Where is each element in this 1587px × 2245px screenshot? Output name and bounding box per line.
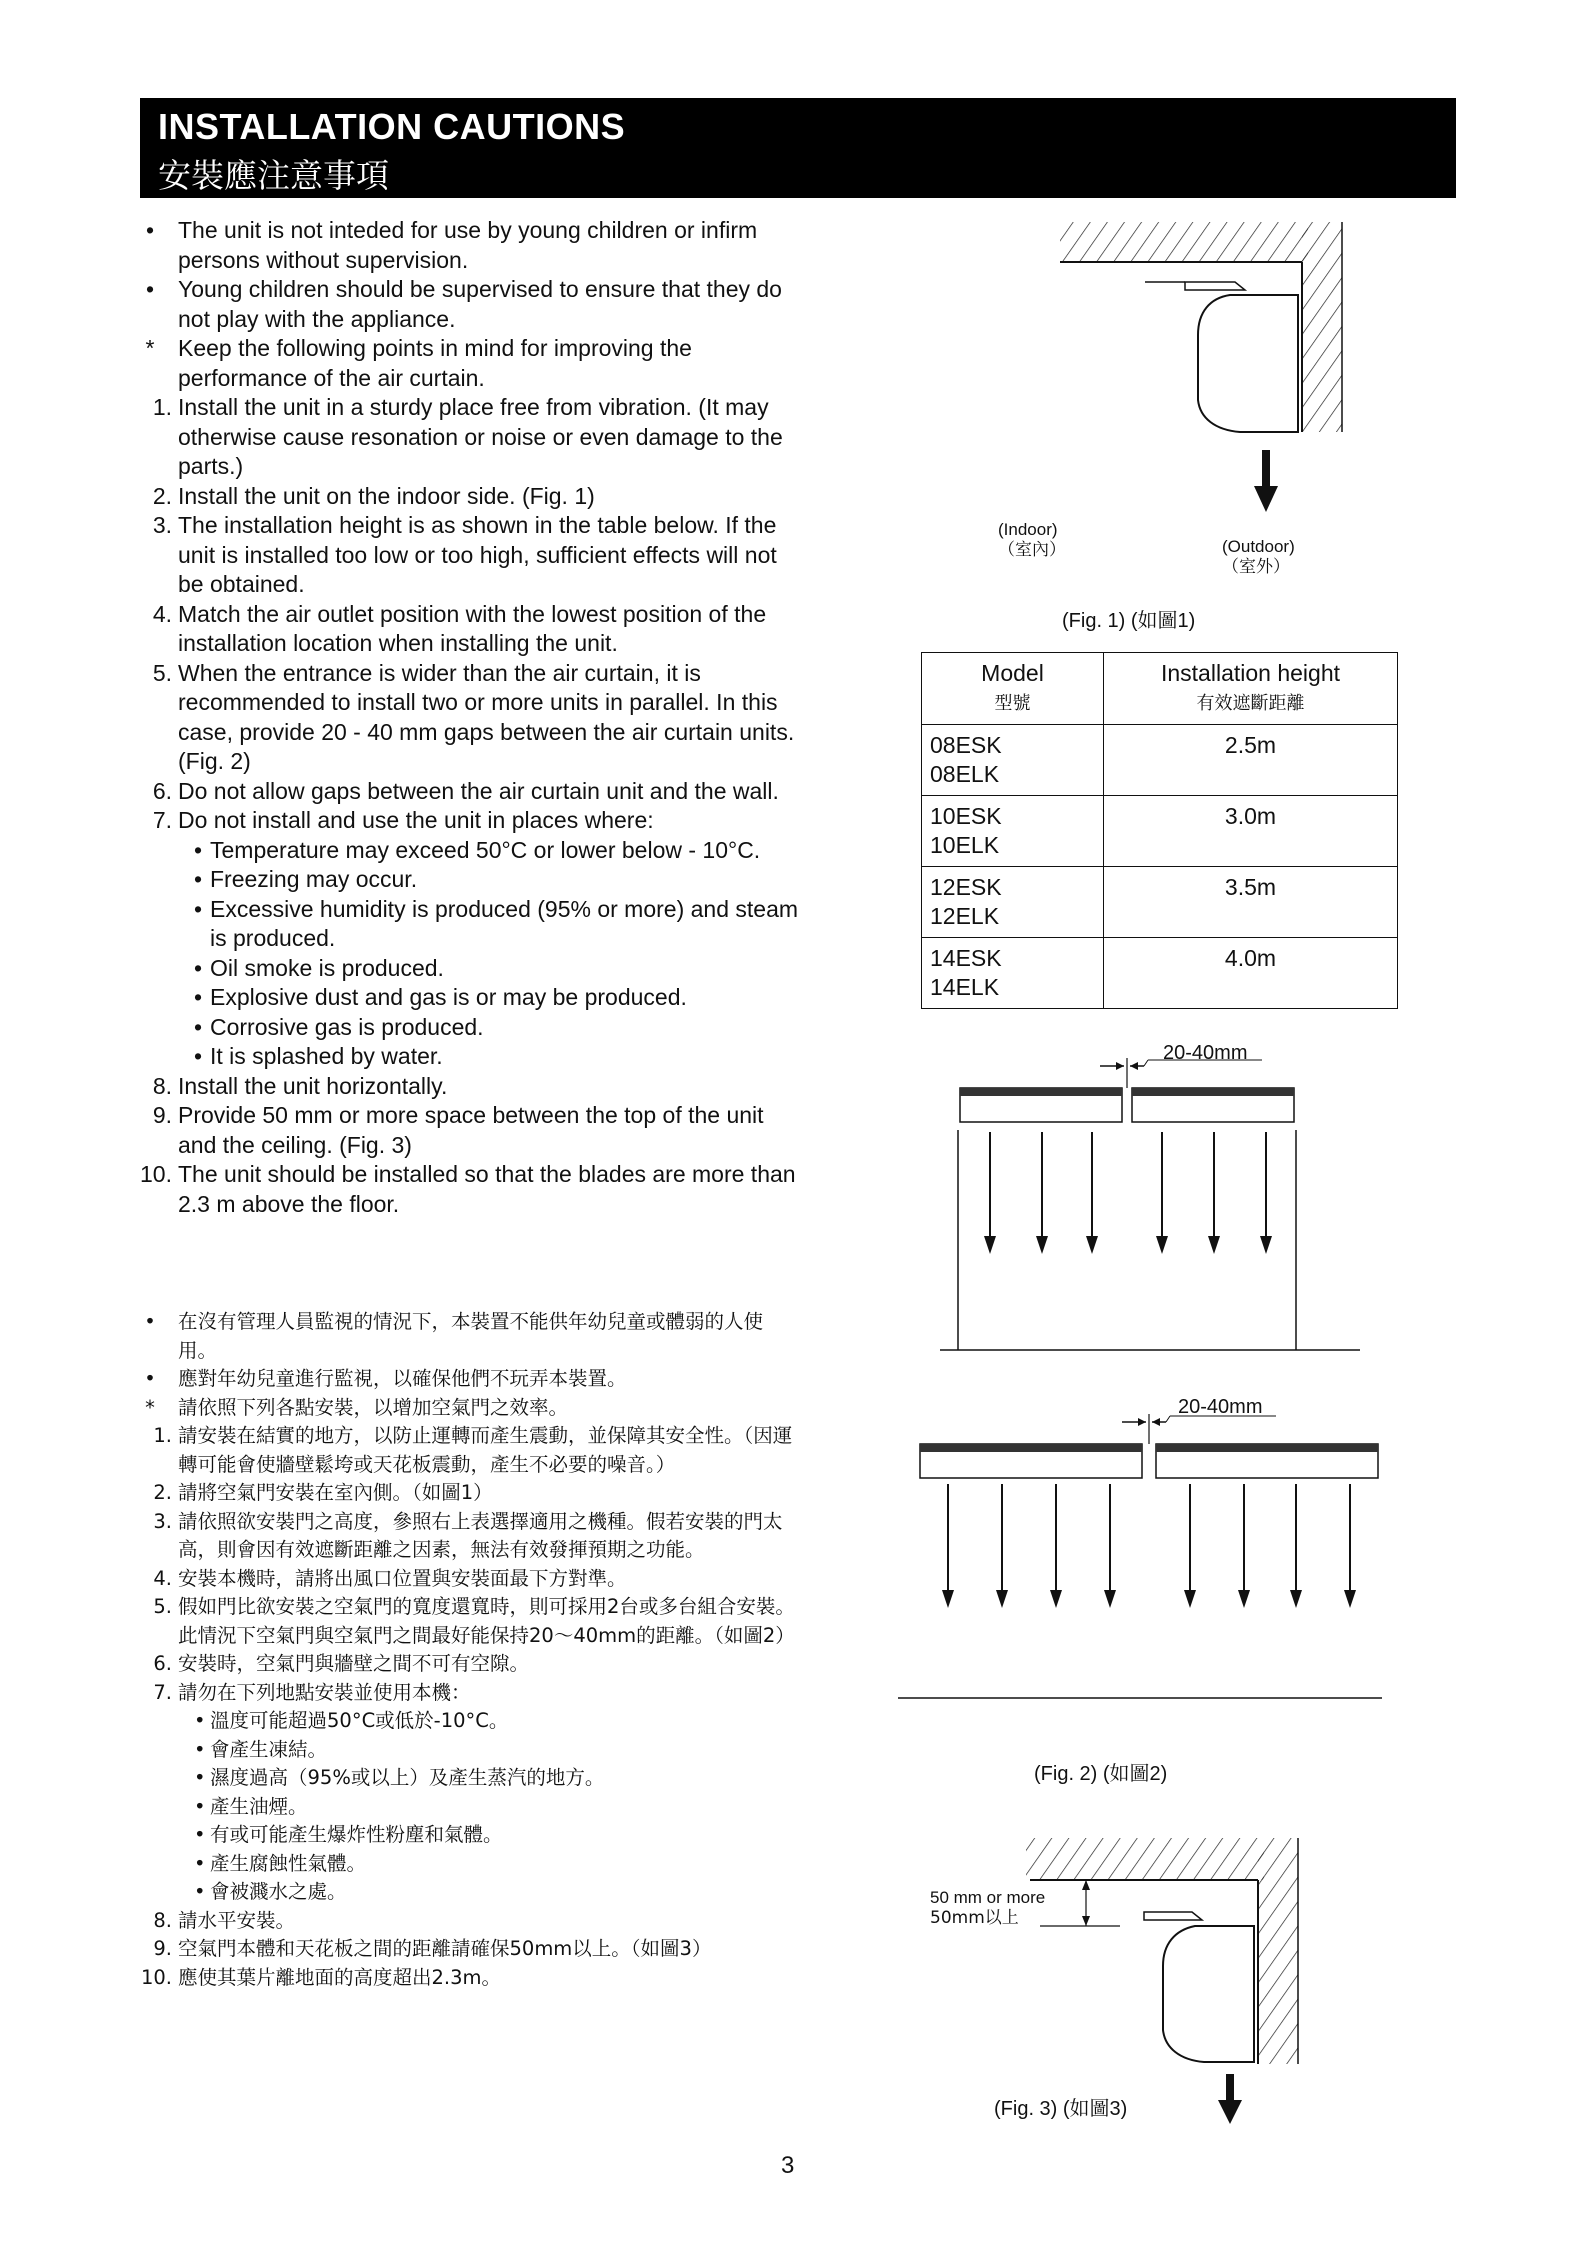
down-arrow-icon bbox=[1254, 450, 1278, 512]
sub-list-item: • 產生腐蝕性氣體。 bbox=[194, 1851, 367, 1875]
table-row bbox=[922, 796, 1398, 867]
sub-list-item: • Corrosive gas is produced. bbox=[194, 1013, 484, 1040]
chinese-cautions-list bbox=[140, 1308, 800, 1992]
wall-hatch bbox=[1302, 222, 1342, 432]
figure-3-caption: (Fig. 3) (如圖3) bbox=[994, 2098, 1128, 2120]
down-arrow-icon bbox=[942, 1484, 954, 1608]
header-title-zh: 安裝應注意事項 bbox=[158, 156, 389, 195]
list-item: • 在沒有管理人員監視的情況下，本裝置不能供年幼兒童或體弱的人使用。 bbox=[144, 1310, 764, 1362]
list-item: • The unit is not inteded for use by young children or infirm persons without supervision. bbox=[145, 217, 758, 273]
height-cell: 3.0m bbox=[1104, 796, 1398, 867]
sub-list-item: • 有或可能產生爆炸性粉塵和氣體。 bbox=[194, 1823, 503, 1846]
figure-1-diagram bbox=[1040, 220, 1360, 520]
list-item: 7. 請勿在下列地點安裝並使用本機： • 溫度可能超過50°C或低於-10°C。 • 會產生凍結。 • 濕度過高（95%或以上）及產生蒸汽的地方。 • 產生油煙。 • 有或可能產生爆炸性粉塵和氣體。 • 產生腐蝕性氣體。 • 會被濺水之處。 bbox=[140, 1679, 800, 1907]
sub-list-item: • Oil smoke is produced. bbox=[194, 954, 444, 981]
list-item: 10. 應使其葉片離地面的高度超出2.3m。 bbox=[140, 1965, 502, 1989]
list-item: 5. 假如門比欲安裝之空氣門的寬度還寬時，則可採用2台或多台組合安裝。此情況下空氣門與空氣門之間最好能保持20～40mm的距離。（如圖2） bbox=[153, 1595, 795, 1647]
list-item: * Keep the following points in mind for improving the performance of the air curtain. bbox=[145, 335, 692, 391]
list-item: 8. Install the unit horizontally. bbox=[152, 1072, 448, 1099]
list-item: 7. Do not install and use the unit in places where: • Temperature may exceed 50°C or lower below - 10°C. • Freezing may occur. • Excessive humidity is produced (95% or more) and steam is produced. • Oil smoke is produced. • Explosive dust and gas is or may be produced. • Corrosive gas is produced. • It is splashed by water. bbox=[140, 806, 800, 1072]
list-item: 5. When the entrance is wider than the air curtain, it is recommended to install two or more units in parallel. In this case, provide 20 - 40 mm gaps between the air curtain units. (Fig. 2) bbox=[152, 659, 795, 774]
sub-list-item: • 會被濺水之處。 bbox=[194, 1880, 347, 1903]
list-item: 2. 請將空氣門安裝在室內側。（如圖1） bbox=[153, 1481, 493, 1504]
gap-label-upper: 20-40mm bbox=[1163, 1042, 1248, 1064]
height-cell: 2.5m bbox=[1104, 725, 1398, 796]
list-item: 2. Install the unit on the indoor side. (Fig. 1) bbox=[152, 482, 595, 509]
sub-list-item: • Explosive dust and gas is or may be produced. bbox=[194, 984, 687, 1010]
table-row bbox=[922, 867, 1398, 938]
list-item: * 請依照下列各點安裝，以增加空氣門之效率。 bbox=[145, 1395, 569, 1419]
down-arrow-icon bbox=[1184, 1484, 1196, 1608]
list-item: 3. The installation height is as shown in the table below. If the unit is installed too low or too high, sufficient effects will not be obtained. bbox=[152, 512, 777, 597]
down-arrow-icon bbox=[984, 1132, 996, 1254]
list-item: 9. 空氣門本體和天花板之間的距離請確保50mm以上。（如圖3） bbox=[153, 1937, 712, 1960]
list-item: 8. 請水平安裝。 bbox=[153, 1908, 296, 1932]
sub-list-item: • It is splashed by water. bbox=[194, 1043, 443, 1069]
air-curtain-unit bbox=[1163, 1926, 1254, 2062]
clearance-label: 50 mm or more 50mm以上 bbox=[930, 1888, 1046, 1928]
figure-2-lower-diagram bbox=[898, 1398, 1388, 1718]
sub-list-item: • Freezing may occur. bbox=[194, 866, 418, 892]
sub-list-item: • 產生油煙。 bbox=[194, 1794, 308, 1818]
header-model: Model 型號 bbox=[922, 653, 1104, 725]
sub-list bbox=[178, 1707, 800, 1907]
table-row bbox=[922, 725, 1398, 796]
table-row bbox=[922, 938, 1398, 1009]
list-item: 3. 請依照欲安裝門之高度，參照右上表選擇適用之機種。假若安裝的門太高，則會因有效遮斷距離之因素，無法有效發揮預期之功能。 bbox=[153, 1509, 783, 1561]
list-item: 1. 請安裝在結實的地方，以防止運轉而產生震動，並保障其安全性。（因運轉可能會使牆壁鬆垮或天花板震動，產生不必要的噪音。） bbox=[153, 1424, 793, 1476]
sub-list-item: • Temperature may exceed 50°C or lower below - 10°C. bbox=[194, 836, 761, 863]
height-cell: 3.5m bbox=[1104, 867, 1398, 938]
airflow-arrow-small bbox=[1144, 1912, 1202, 1920]
indoor-label: (Indoor) （室內） bbox=[998, 520, 1066, 560]
down-arrow-icon bbox=[1238, 1484, 1250, 1608]
list-item: 4. 安裝本機時，請將出風口位置與安裝面最下方對準。 bbox=[153, 1566, 627, 1590]
list-item: 10. The unit should be installed so that the blades are more than 2.3 m above the floor. bbox=[140, 1161, 796, 1217]
down-arrow-icon bbox=[1344, 1484, 1356, 1608]
list-item: 6. 安裝時，空氣門與牆壁之間不可有空隙。 bbox=[153, 1652, 530, 1675]
gap-label-lower: 20-40mm bbox=[1178, 1396, 1263, 1418]
down-arrow-icon bbox=[1104, 1484, 1116, 1608]
down-arrow-icon bbox=[1208, 1132, 1220, 1254]
list-item: 4. Match the air outlet position with the lowest position of the installation location when installing the unit. bbox=[152, 600, 767, 656]
down-arrow-icon bbox=[1260, 1132, 1272, 1254]
down-arrow-icon bbox=[1218, 2074, 1242, 2124]
sub-list-item: • 溫度可能超過50°C或低於-10°C。 bbox=[194, 1709, 509, 1732]
ceiling-hatch bbox=[1060, 222, 1308, 262]
sub-list bbox=[178, 836, 800, 1072]
down-arrow-icon bbox=[1086, 1132, 1098, 1254]
sub-list-item: • 濕度過高（95%或以上）及產生蒸汽的地方。 bbox=[194, 1766, 605, 1789]
list-item: 9. Provide 50 mm or more space between the top of the unit and the ceiling. (Fig. 3) bbox=[152, 1102, 764, 1158]
down-arrow-icon bbox=[1290, 1484, 1302, 1608]
installation-height-table bbox=[921, 652, 1398, 1009]
header-title-en: INSTALLATION CAUTIONS bbox=[158, 106, 626, 147]
model-cell: 10ESK 10ELK bbox=[922, 796, 1104, 867]
model-cell: 08ESK 08ELK bbox=[922, 725, 1104, 796]
down-arrow-icon bbox=[1050, 1484, 1062, 1608]
figure-2-caption: (Fig. 2) (如圖2) bbox=[1034, 1763, 1168, 1785]
down-arrow-icon bbox=[996, 1484, 1008, 1608]
section-header bbox=[140, 98, 1456, 198]
down-arrow-icon bbox=[1036, 1132, 1048, 1254]
air-curtain-unit bbox=[1198, 295, 1298, 432]
airflow-arrow-small bbox=[1185, 282, 1245, 290]
list-item: 6. Do not allow gaps between the air curtain unit and the wall. bbox=[152, 777, 779, 804]
table-header-row bbox=[922, 653, 1398, 725]
ceiling-hatch bbox=[1026, 1838, 1264, 1880]
outdoor-label: (Outdoor) （室外） bbox=[1222, 537, 1295, 577]
page-number: 3 bbox=[781, 2152, 795, 2179]
header-installation-height: Installation height 有效遮斷距離 bbox=[1104, 653, 1398, 725]
figure-1-caption: (Fig. 1) (如圖1) bbox=[1062, 610, 1196, 632]
english-cautions-list bbox=[140, 216, 800, 1219]
down-arrow-icon bbox=[1156, 1132, 1168, 1254]
sub-list-item: • 會產生凍結。 bbox=[194, 1737, 328, 1761]
figure-2-upper-diagram bbox=[940, 1040, 1380, 1360]
sub-list-item: • Excessive humidity is produced (95% or more) and steam is produced. bbox=[194, 895, 799, 951]
model-cell: 14ESK 14ELK bbox=[922, 938, 1104, 1009]
list-item: • 應對年幼兒童進行監視，以確保他們不玩弄本裝置。 bbox=[144, 1367, 627, 1390]
list-item: 1. Install the unit in a sturdy place free from vibration. (It may otherwise cause resonation or noise or even damage to the parts.) bbox=[152, 394, 783, 479]
list-item: • Young children should be supervised to ensure that they do not play with the appliance. bbox=[145, 276, 782, 332]
model-cell: 12ESK 12ELK bbox=[922, 867, 1104, 938]
height-cell: 4.0m bbox=[1104, 938, 1398, 1009]
wall-hatch bbox=[1258, 1838, 1298, 2064]
figure-3-diagram bbox=[1020, 1834, 1320, 2124]
